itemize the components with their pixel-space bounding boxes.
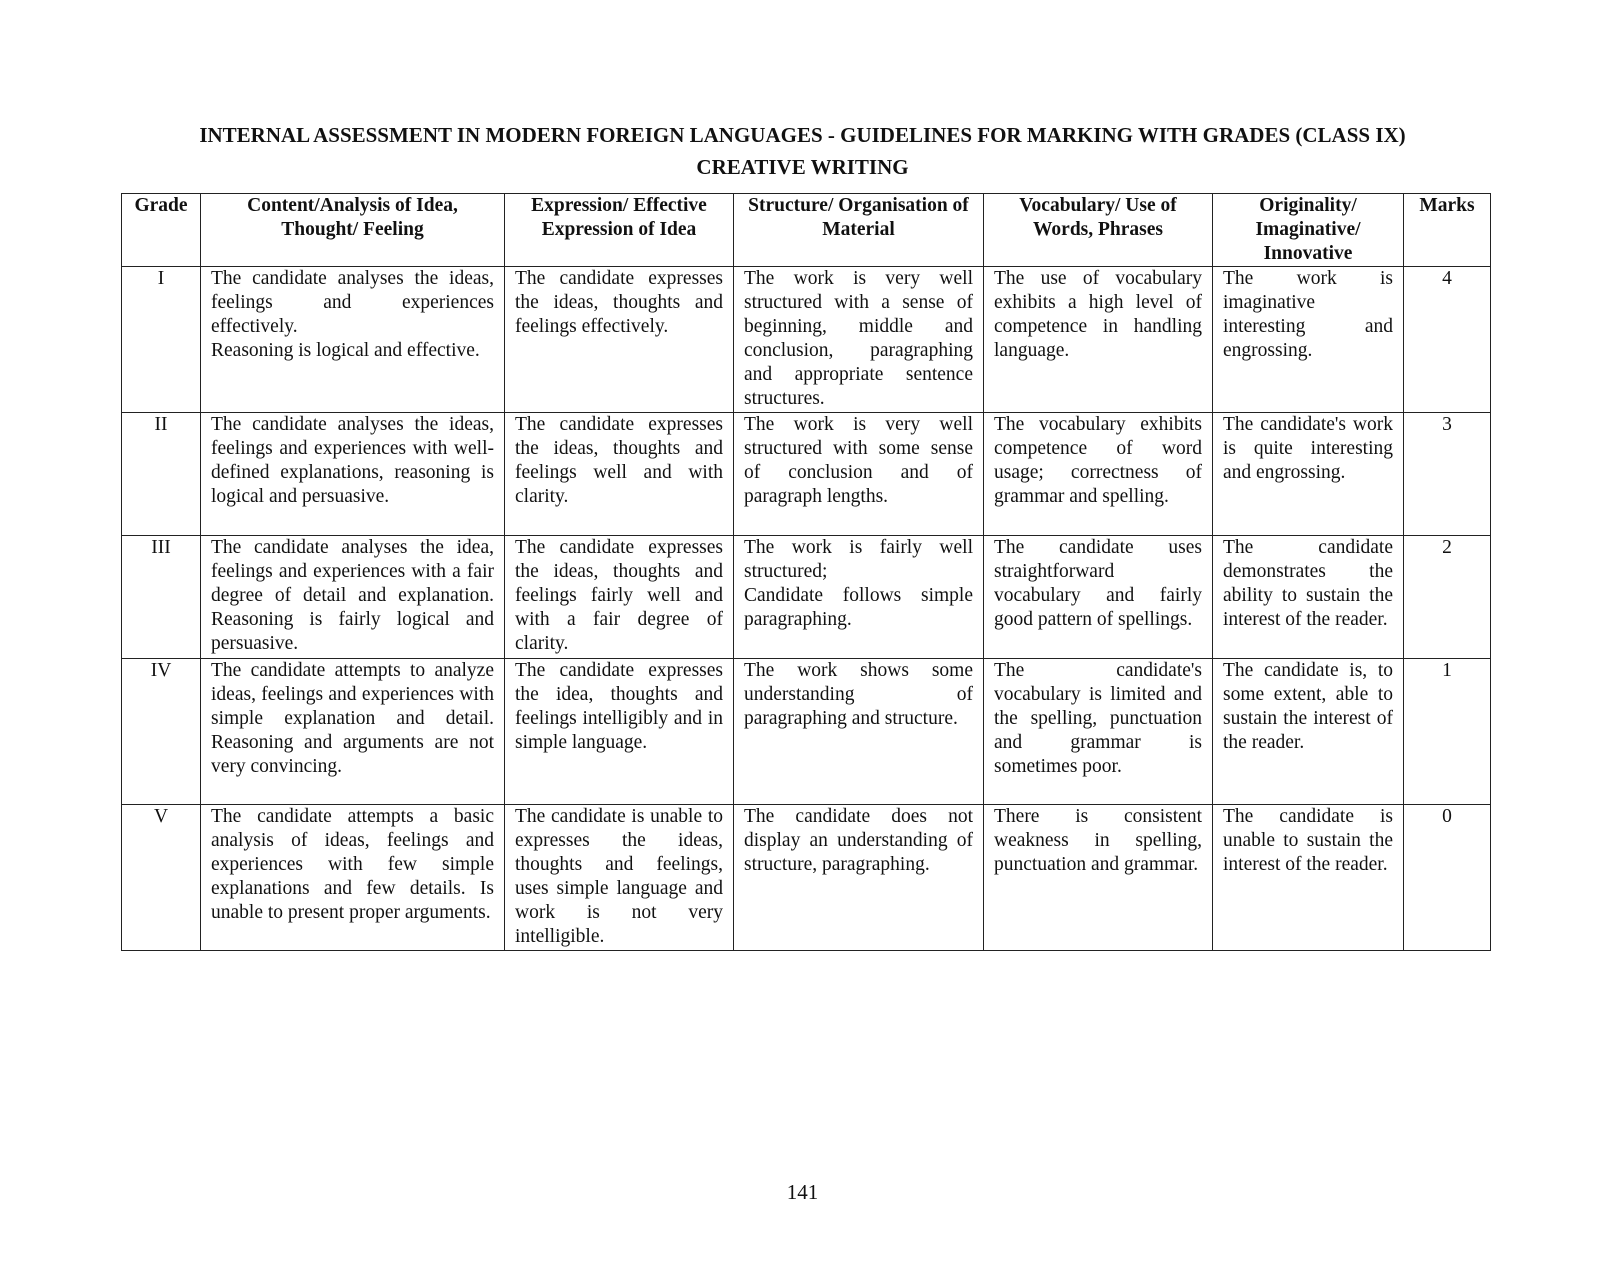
originality-cell: The candidate's work is quite interesting and engrossing. — [1213, 413, 1404, 536]
grade-cell: I — [122, 267, 201, 413]
column-header-originality: Originality/ Imaginative/ Innovative — [1213, 194, 1404, 267]
content-cell — [201, 267, 505, 413]
grade-cell: IV — [122, 659, 201, 805]
structure-extra-text: Candidate follows simple paragraphing. — [744, 585, 973, 630]
table-row — [122, 805, 1491, 951]
page-number: 141 — [786, 1180, 819, 1204]
table-row — [122, 413, 1491, 536]
content-cell: The candidate attempts a basic analysis of ideas, feelings and experiences with few simple explanations and few details. Is unable to present proper arguments. — [201, 805, 505, 951]
originality-cell: The candidate is unable to sustain the interest of the reader. — [1213, 805, 1404, 951]
grade-cell: V — [122, 805, 201, 951]
content-cell: The candidate analyses the idea, feelings and experiences with a fair degree of detail and explanation. Reasoning is fairly logical and persuasive. — [201, 536, 505, 659]
content-cell: The candidate analyses the ideas, feelings and experiences with well-defined explanations, reasoning is logical and persuasive. — [201, 413, 505, 536]
marks-cell: 4 — [1404, 267, 1491, 413]
document-subtitle: CREATIVE WRITING — [696, 155, 909, 179]
originality-cell: The candidate is, to some extent, able to sustain the interest of the reader. — [1213, 659, 1404, 805]
marks-cell: 3 — [1404, 413, 1491, 536]
grade-cell: II — [122, 413, 201, 536]
column-header-expression: Expression/ Effective Expression of Idea — [505, 194, 734, 267]
document-title: INTERNAL ASSESSMENT IN MODERN FOREIGN LANGUAGES - GUIDELINES FOR MARKING WITH GRADES (CLASS IX) — [199, 123, 1406, 147]
column-header-content: Content/Analysis of Idea, Thought/ Feeling — [201, 194, 505, 267]
table-row — [122, 536, 1491, 659]
vocabulary-cell: There is consistent weakness in spelling, punctuation and grammar. — [984, 805, 1213, 951]
column-header-grade: Grade — [122, 194, 201, 267]
content-text: The candidate analyses the ideas, feelings and experiences effectively. — [211, 268, 494, 337]
expression-cell: The candidate expresses the ideas, thoughts and feelings well and with clarity. — [505, 413, 734, 536]
column-header-vocabulary: Vocabulary/ Use of Words, Phrases — [984, 194, 1213, 267]
structure-text: The work is fairly well structured; — [744, 537, 973, 582]
table-header-row — [122, 194, 1491, 267]
grade-cell: III — [122, 536, 201, 659]
marking-rubric-table — [121, 193, 1491, 951]
structure-cell: The candidate does not display an understanding of structure, paragraphing. — [734, 805, 984, 951]
table-row — [122, 659, 1491, 805]
originality-cell: The work is imaginative interesting and engrossing. — [1213, 267, 1404, 413]
vocabulary-cell: The use of vocabulary exhibits a high level of competence in handling language. — [984, 267, 1213, 413]
marks-cell: 0 — [1404, 805, 1491, 951]
vocabulary-cell: The vocabulary exhibits competence of word usage; correctness of grammar and spelling. — [984, 413, 1213, 536]
expression-cell: The candidate is unable to expresses the ideas, thoughts and feelings, uses simple language and work is not very intelligible. — [505, 805, 734, 951]
expression-cell: The candidate expresses the ideas, thoughts and feelings fairly well and with a fair degree of clarity. — [505, 536, 734, 659]
structure-cell: The work is very well structured with a sense of beginning, middle and conclusion, paragraphing and appropriate sentence structures. — [734, 267, 984, 413]
structure-cell: The work shows some understanding of paragraphing and structure. — [734, 659, 984, 805]
expression-cell: The candidate expresses the ideas, thoughts and feelings effectively. — [505, 267, 734, 413]
originality-cell: The candidate demonstrates the ability to sustain the interest of the reader. — [1213, 536, 1404, 659]
table-row — [122, 267, 1491, 413]
expression-cell: The candidate expresses the idea, thoughts and feelings intelligibly and in simple language. — [505, 659, 734, 805]
structure-cell: The work is very well structured with some sense of conclusion and of paragraph lengths. — [734, 413, 984, 536]
column-header-marks: Marks — [1404, 194, 1491, 267]
content-extra-text: Reasoning is logical and effective. — [211, 340, 480, 361]
marks-cell: 2 — [1404, 536, 1491, 659]
vocabulary-cell: The candidate uses straightforward vocabulary and fairly good pattern of spellings. — [984, 536, 1213, 659]
column-header-structure: Structure/ Organisation of Material — [734, 194, 984, 267]
structure-cell — [734, 536, 984, 659]
vocabulary-cell: The candidate's vocabulary is limited and the spelling, punctuation and grammar is sometimes poor. — [984, 659, 1213, 805]
content-cell: The candidate attempts to analyze ideas, feelings and experiences with simple explanation and detail. Reasoning and arguments are not very convincing. — [201, 659, 505, 805]
marks-cell: 1 — [1404, 659, 1491, 805]
